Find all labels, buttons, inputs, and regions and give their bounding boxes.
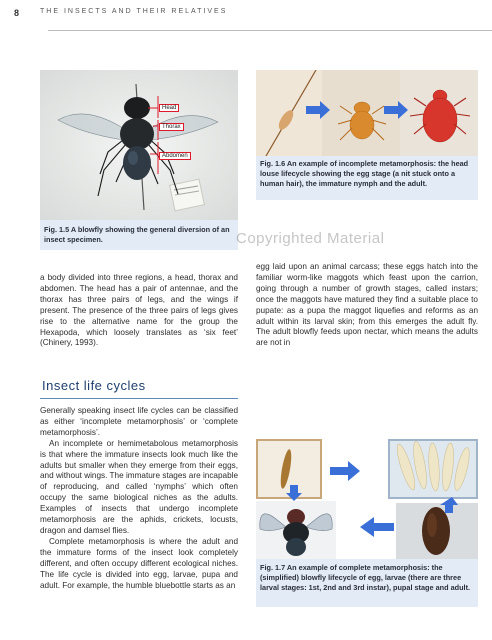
paragraph: a body divided into three regions, a head, thorax and abdomen. The head has a pair of antennae, and the thorax has three pairs of legs, and the wings if present. The presence of the three pairs of legs gives rise to the alternative name for the group the Hexapoda, which loosely translates as ‘six feet’ (Chinery, 1993). <box>40 273 238 348</box>
fig-1-5-label-abdomen: Abdomen <box>159 152 191 160</box>
blowfly-specimen-image <box>40 70 238 220</box>
fig-1-6-caption: Fig. 1.6 An example of incomplete metamorphosis: the head louse lifecycle showing the egg stage (a nit stuck onto a human hair), the immature nymph and the adult. <box>256 156 478 200</box>
right-column-text-top <box>256 262 478 349</box>
fig-1-7-photo <box>256 439 478 559</box>
paragraph: An incomplete or hemimetabolous metamorphosis is that where the immature insects look much like the adults but smaller when they emerge from their eggs, and without wings. The immature stages are incapable of reproducing, and called ‘nymphs’ which often occupy the same biological niches as the adults. Examples of insects that undergo incomplete metamorphosis are the aphids, crickets, locusts, dragon and damsel flies. <box>40 438 238 535</box>
blowfly-lifecycle-image <box>256 439 478 559</box>
fig-1-5-label-head: Head <box>159 104 179 112</box>
section-heading-rule <box>40 398 238 399</box>
paragraph: Generally speaking insect life cycles can be classified as either ‘incomplete metamorphosis’ or ‘complete metamorphosis’. <box>40 406 238 437</box>
fig-1-5-photo <box>40 70 238 220</box>
section-heading: Insect life cycles <box>42 378 146 393</box>
paragraph: Complete metamorphosis is where the adult and the immature forms of the insect look completely different, and often occupy different ecological niches. The life cycle is divided into egg, larvae, pupa and adult. For example, the humble bluebottle starts as an <box>40 536 238 590</box>
left-column-text-top <box>40 273 238 349</box>
fig-1-6-photo <box>256 70 478 156</box>
paragraph: egg laid upon an animal carcass; these eggs hatch into the familiar worm-like maggots which feast upon the carrion, going through a number of growth stages, called instars; once the maggots have matured they find a suitable place to pupate: as a pupa the maggot liquefies and reforms as an adult within its larval skin; from this emerges the adult fly. The adult blowfly feeds upon nectar, which means the adults are not in <box>256 262 478 348</box>
fig-1-7-caption: Fig. 1.7 An example of complete metamorphosis: the (simplified) blowfly lifecycle of egg, larvae (there are three larval stages: 1st, 2nd and 3rd instar), pupal stage and adult. <box>256 559 478 607</box>
head-louse-lifecycle-image <box>256 70 478 156</box>
copyright-watermark: Copyrighted Material <box>236 230 385 247</box>
fig-1-5-label-thorax: Thorax <box>159 123 184 131</box>
header-rule <box>48 30 492 31</box>
page-number: 8 <box>14 8 21 18</box>
fig-1-5-caption: Fig. 1.5 A blowfly showing the general diversion of an insect specimen. <box>40 220 238 250</box>
running-title: THE INSECTS AND THEIR RELATIVES <box>40 8 228 15</box>
page-header <box>14 8 484 30</box>
life-cycles-text <box>40 406 238 591</box>
